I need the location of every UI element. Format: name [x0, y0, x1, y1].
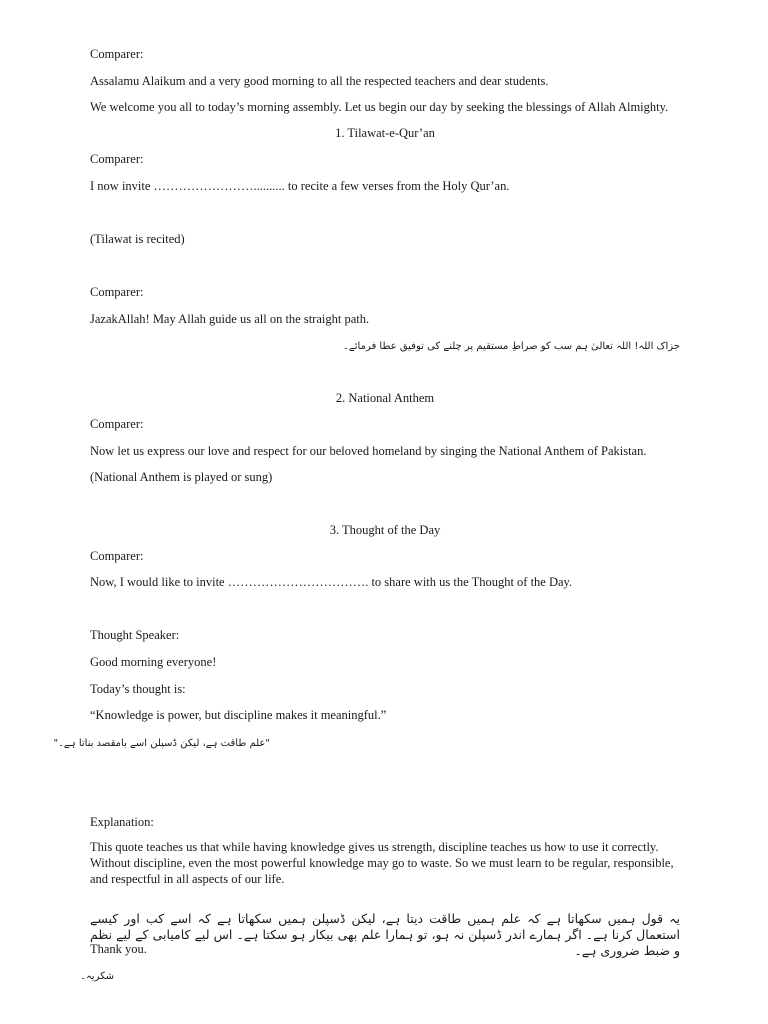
section-heading-tilawat: 1. Tilawat-e-Qur’an — [335, 126, 435, 140]
speaker-label: Comparer: — [90, 152, 144, 166]
invite-recite-line: I now invite …………………….......... to recite a few verses from the Holy Qur’an. — [90, 179, 510, 193]
speaker-label: Comparer: — [90, 47, 144, 61]
speaker-label: Comparer: — [90, 285, 144, 299]
good-morning-line: Good morning everyone! — [90, 655, 217, 669]
section-heading-anthem: 2. National Anthem — [335, 391, 435, 405]
thank-you-line: Thank you. — [90, 942, 147, 956]
speaker-label: Thought Speaker: — [90, 628, 180, 642]
speaker-label: Comparer: — [90, 549, 144, 563]
greeting-line: Assalamu Alaikum and a very good morning to all the respected teachers and dear students. — [90, 74, 549, 88]
welcome-line: We welcome you all to today’s morning assembly. Let us begin our day by seeking the blessings of Allah Almighty. — [90, 100, 669, 114]
stage-direction: (Tilawat is recited) — [90, 232, 185, 246]
anthem-intro-line: Now let us express our love and respect for our beloved homeland by singing the National Anthem of Pakistan. — [90, 444, 647, 458]
thank-you-urdu-line: شکریہ۔ — [80, 971, 114, 982]
explanation-paragraph: This quote teaches us that while having knowledge gives us strength, discipline teaches us how to use it correctly. Without discipline, even the most powerful knowledge may go to waste. So we must learn to be regular, responsible, and respectful in all aspects of our life. — [90, 840, 674, 886]
section-heading-thought: 3. Thought of the Day — [329, 523, 441, 537]
speaker-label: Comparer: — [90, 417, 144, 431]
jazakallah-urdu-line: جزاک اللہ! اللہ تعالیٰ ہم سب کو صراطِ مستقیم پر چلنے کی توفیق عطا فرمائے۔ — [343, 341, 680, 352]
stage-direction: (National Anthem is played or sung) — [90, 470, 273, 484]
invite-thought-line: Now, I would like to invite ……………………………. to share with us the Thought of the Day. — [90, 575, 573, 589]
jazakallah-line: JazakAllah! May Allah guide us all on the straight path. — [90, 312, 370, 326]
todays-thought-line: Today’s thought is: — [90, 682, 186, 696]
explanation-label: Explanation: — [90, 815, 154, 829]
explanation-urdu-paragraph: یہ قول ہمیں سکھاتا ہے کہ علم ہمیں طاقت دیتا ہے، لیکن ڈسپلن ہمیں سکھاتا ہے کہ اسے کب اور کیسے استعمال کرنا ہے۔ اگر ہمارے اندر ڈسپلن نہ ہو، تو ہمارا علم بھی بیکار ہو سکتا ہے۔ اس لیے کامیابی کے لیے نظم و ضبط ضروری ہے۔ — [90, 910, 680, 958]
quote-line: “Knowledge is power, but discipline makes it meaningful.” — [90, 708, 387, 722]
quote-urdu-line: "علم طاقت ہے، لیکن ڈسپلن اسے بامقصد بناتا ہے۔" — [53, 738, 270, 749]
